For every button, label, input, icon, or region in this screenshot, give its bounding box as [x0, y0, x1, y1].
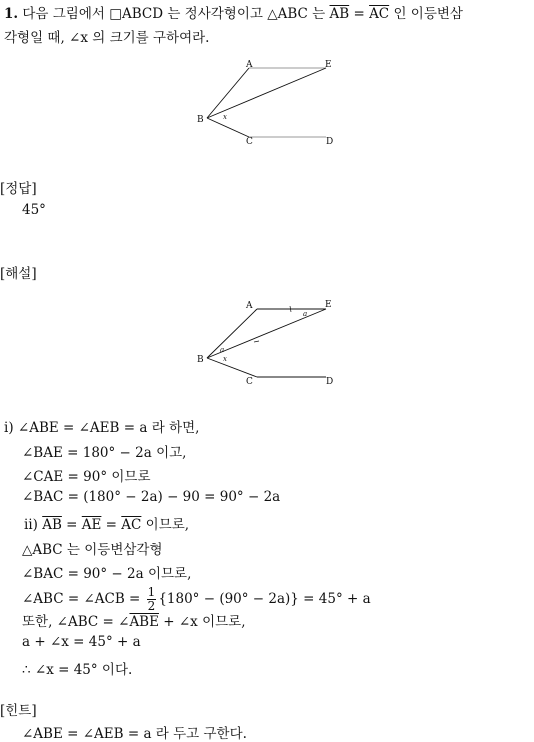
solution-line-3: ∠CAE = 90° 이므로: [22, 469, 151, 485]
label-angle-x: x: [223, 355, 227, 363]
tick-mark-be: [254, 341, 259, 342]
problem-text-2: 각형일 때, ∠x 의 크기를 구하여라.: [4, 30, 210, 46]
segment-ab: $\overline{AB}$: [42, 517, 62, 533]
label-a: A: [246, 60, 253, 70]
solution-line-11: ∴ ∠x = 45° 이다.: [22, 662, 133, 678]
label-e: E: [325, 60, 332, 70]
line-bc: [207, 118, 249, 137]
segment-ac: $\overline{AC}$: [121, 517, 142, 533]
segment-ae: $\overline{AE}$: [81, 517, 102, 533]
solution-line-6: △ABC 는 이등변삼각형: [22, 542, 163, 558]
label-a: A: [246, 301, 253, 311]
solution-line-10: a + ∠x = 45° + a: [22, 634, 141, 650]
line-8-prefix: ∠ABC = ∠ACB =: [22, 591, 141, 607]
label-d: D: [326, 377, 334, 387]
line-9-prefix: 또한, ∠ABC = ∠: [22, 614, 130, 630]
fraction-numerator: 1: [147, 585, 156, 599]
line-bc: [207, 358, 257, 377]
angle-abe: $\overline{ABE}$: [129, 614, 159, 630]
label-c: C: [246, 377, 253, 387]
answer-heading: [정답]: [0, 181, 37, 197]
label-angle-a-at-b: a: [220, 346, 225, 354]
line-9-suffix: + ∠x 이므로,: [158, 614, 246, 630]
label-angle-a-at-e: a: [303, 310, 308, 318]
solution-line-8: [22, 586, 371, 613]
equals-sign: =: [101, 517, 122, 533]
answer-value: 45°: [22, 202, 46, 218]
line-ba: [207, 309, 257, 358]
solution-heading: [해설]: [0, 266, 37, 282]
figure-1-diagram: [190, 55, 340, 150]
hint-text: ∠ABE = ∠AEB = a 라 두고 구한다.: [22, 726, 247, 742]
solution-line-7: ∠BAC = 90° − 2a 이므로,: [22, 566, 192, 582]
tick-mark-ae: [290, 306, 291, 312]
fraction-denominator: 2: [147, 599, 156, 613]
solution-line-1: ∠ABE = ∠AEB = a 라 하면,: [17, 420, 200, 436]
problem-text-1: 다음 그림에서 □ABCD 는 정사각형이고 △ABC 는: [22, 6, 326, 22]
line-ba: [207, 68, 249, 118]
line-be: [207, 68, 326, 118]
hint-heading: [힌트]: [0, 703, 37, 719]
step2-label: ⅱ): [24, 517, 38, 533]
line-be: [207, 309, 326, 358]
fraction-one-half: [147, 586, 157, 613]
solution-line-9: [22, 610, 246, 630]
problem-text-1-end: 인 이등변삼: [389, 6, 463, 22]
solution-step1: [4, 416, 199, 436]
label-c: C: [246, 137, 253, 147]
segment-ab: $\overline{AB}$: [329, 6, 350, 22]
label-e: E: [325, 300, 332, 310]
problem-statement-line1: [4, 2, 463, 22]
label-b: B: [197, 355, 204, 365]
label-angle-x: x: [223, 113, 227, 121]
problem-number: 1.: [4, 6, 19, 22]
equals-sign: =: [61, 517, 82, 533]
label-b: B: [197, 115, 204, 125]
segment-ac: $\overline{AC}$: [369, 6, 390, 22]
solution-line-4: ∠BAC = (180° − 2a) − 90 = 90° − 2a: [22, 489, 281, 505]
solution-step2: [24, 513, 189, 533]
solution-line-2: ∠BAE = 180° − 2a 이고,: [22, 445, 187, 461]
label-d: D: [326, 137, 334, 147]
equals-sign: =: [349, 6, 370, 22]
line-8-suffix: {180° − (90° − 2a)} = 45° + a: [158, 591, 371, 607]
solution-line-5-end: 이므로,: [141, 517, 190, 533]
figure-2-diagram: [190, 295, 340, 390]
step1-label: ⅰ): [4, 420, 14, 436]
